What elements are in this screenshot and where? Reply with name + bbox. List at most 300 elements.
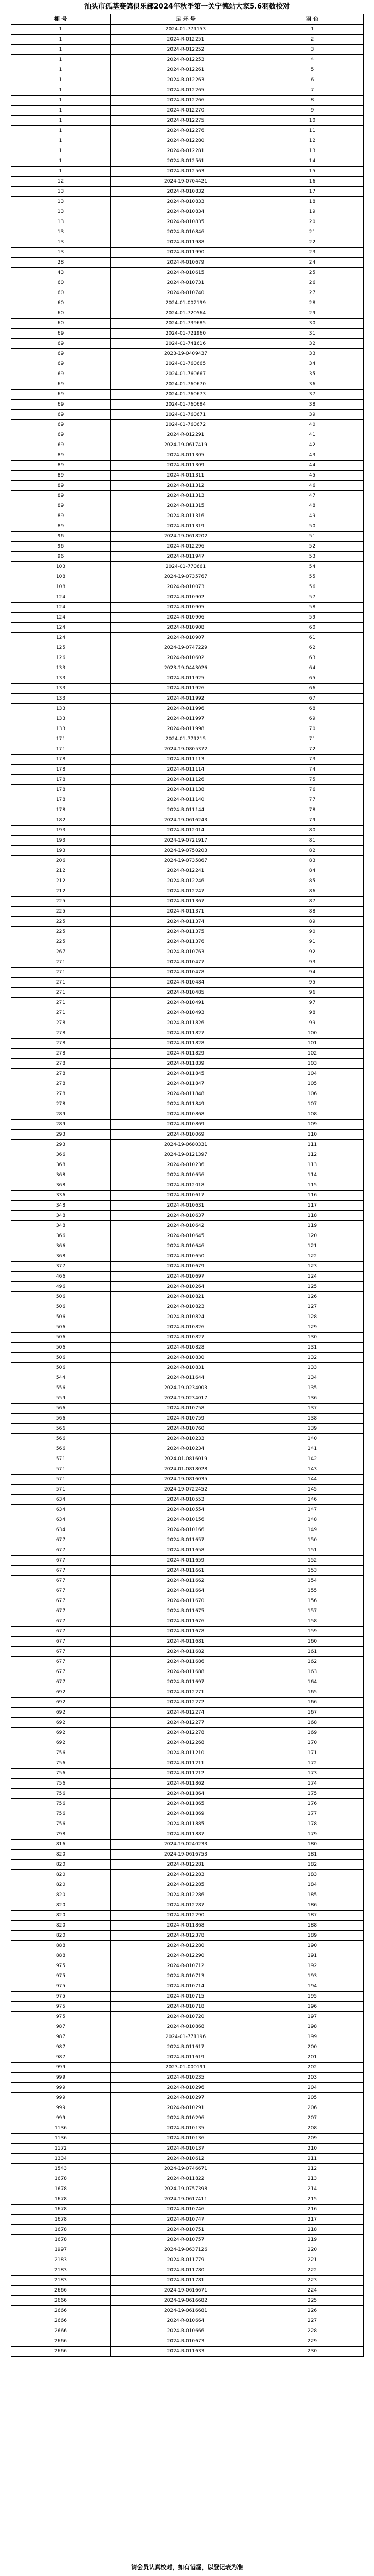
table-row bbox=[11, 1606, 364, 1616]
cell-loft-number: 571 bbox=[11, 1475, 111, 1485]
table-row bbox=[11, 1099, 364, 1109]
cell-plumage: 140 bbox=[261, 1434, 364, 1444]
cell-plumage: 175 bbox=[261, 1789, 364, 1799]
cell-ring-number: 2024-R-010553 bbox=[111, 1495, 261, 1505]
cell-loft-number: 133 bbox=[11, 724, 111, 734]
cell-ring-number: 2024-R-010740 bbox=[111, 288, 261, 298]
cell-ring-number: 2024-R-011925 bbox=[111, 673, 261, 684]
cell-ring-number: 2024-R-011865 bbox=[111, 1799, 261, 1809]
cell-ring-number: 2024-R-010166 bbox=[111, 1525, 261, 1535]
cell-plumage: 218 bbox=[261, 2225, 364, 2235]
table-row bbox=[11, 2205, 364, 2215]
cell-plumage: 176 bbox=[261, 1799, 364, 1809]
cell-plumage: 55 bbox=[261, 572, 364, 582]
cell-plumage: 230 bbox=[261, 2347, 364, 2357]
cell-plumage: 96 bbox=[261, 988, 364, 998]
table-row bbox=[11, 1333, 364, 1343]
cell-loft-number: 1 bbox=[11, 167, 111, 177]
cell-plumage: 97 bbox=[261, 998, 364, 1008]
cell-ring-number: 2024-19-0240233 bbox=[111, 1840, 261, 1850]
cell-ring-number: 2024-R-010746 bbox=[111, 2205, 261, 2215]
cell-ring-number: 2024-01-760673 bbox=[111, 390, 261, 400]
cell-loft-number: 89 bbox=[11, 521, 111, 532]
cell-ring-number: 2024-R-010712 bbox=[111, 1961, 261, 1971]
table-row bbox=[11, 1363, 364, 1373]
cell-loft-number: 108 bbox=[11, 582, 111, 592]
cell-loft-number: 634 bbox=[11, 1525, 111, 1535]
cell-plumage: 34 bbox=[261, 359, 364, 369]
cell-plumage: 183 bbox=[261, 1870, 364, 1880]
cell-plumage: 227 bbox=[261, 2316, 364, 2326]
cell-plumage: 82 bbox=[261, 846, 364, 856]
cell-loft-number: 60 bbox=[11, 278, 111, 288]
table-row bbox=[11, 2063, 364, 2073]
cell-ring-number: 2024-R-010834 bbox=[111, 207, 261, 217]
cell-ring-number: 2024-R-011661 bbox=[111, 1566, 261, 1576]
cell-plumage: 141 bbox=[261, 1444, 364, 1454]
cell-ring-number: 2024-R-012296 bbox=[111, 542, 261, 552]
cell-ring-number: 2024-R-012276 bbox=[111, 126, 261, 136]
table-row bbox=[11, 532, 364, 542]
cell-ring-number: 2024-19-0757398 bbox=[111, 2184, 261, 2194]
cell-loft-number: 271 bbox=[11, 957, 111, 968]
table-row bbox=[11, 1992, 364, 2002]
cell-ring-number: 2024-R-011211 bbox=[111, 1758, 261, 1769]
cell-ring-number: 2024-R-012247 bbox=[111, 886, 261, 897]
table-row bbox=[11, 2336, 364, 2347]
table-row bbox=[11, 2316, 364, 2326]
cell-loft-number: 975 bbox=[11, 1992, 111, 2002]
table-row bbox=[11, 1039, 364, 1049]
table-row bbox=[11, 613, 364, 623]
cell-loft-number: 89 bbox=[11, 511, 111, 521]
table-row bbox=[11, 207, 364, 217]
table-row bbox=[11, 1961, 364, 1971]
cell-ring-number: 2024-R-012268 bbox=[111, 1738, 261, 1748]
cell-loft-number: 171 bbox=[11, 744, 111, 755]
cell-loft-number: 692 bbox=[11, 1718, 111, 1728]
table-row bbox=[11, 643, 364, 653]
cell-loft-number: 677 bbox=[11, 1566, 111, 1576]
cell-plumage: 14 bbox=[261, 156, 364, 167]
cell-loft-number: 571 bbox=[11, 1454, 111, 1464]
cell-plumage: 195 bbox=[261, 1992, 364, 2002]
cell-loft-number: 1 bbox=[11, 136, 111, 146]
table-row bbox=[11, 187, 364, 197]
table-row bbox=[11, 369, 364, 379]
cell-loft-number: 999 bbox=[11, 2113, 111, 2123]
cell-ring-number: 2024-R-010757 bbox=[111, 2235, 261, 2245]
cell-plumage: 213 bbox=[261, 2174, 364, 2184]
cell-loft-number: 178 bbox=[11, 795, 111, 805]
cell-loft-number: 1678 bbox=[11, 2215, 111, 2225]
cell-plumage: 65 bbox=[261, 673, 364, 684]
cell-plumage: 53 bbox=[261, 552, 364, 562]
cell-plumage: 225 bbox=[261, 2296, 364, 2306]
table-row bbox=[11, 2306, 364, 2316]
cell-plumage: 145 bbox=[261, 1485, 364, 1495]
cell-ring-number: 2024-19-0735867 bbox=[111, 856, 261, 866]
cell-ring-number: 2024-R-010664 bbox=[111, 2316, 261, 2326]
table-row bbox=[11, 2194, 364, 2205]
table-row bbox=[11, 1698, 364, 1708]
cell-plumage: 173 bbox=[261, 1769, 364, 1779]
table-row bbox=[11, 339, 364, 349]
cell-ring-number: 2024-R-011997 bbox=[111, 714, 261, 724]
cell-ring-number: 2024-R-011662 bbox=[111, 1576, 261, 1586]
cell-loft-number: 336 bbox=[11, 1191, 111, 1201]
cell-ring-number: 2024-19-0816035 bbox=[111, 1475, 261, 1485]
table-row bbox=[11, 704, 364, 714]
table-row bbox=[11, 785, 364, 795]
table-row bbox=[11, 440, 364, 450]
cell-ring-number: 2024-R-011847 bbox=[111, 1079, 261, 1089]
cell-ring-number: 2024-R-011309 bbox=[111, 461, 261, 471]
table-row bbox=[11, 998, 364, 1008]
cell-loft-number: 1 bbox=[11, 126, 111, 136]
cell-loft-number: 133 bbox=[11, 694, 111, 704]
table-row bbox=[11, 65, 364, 75]
cell-loft-number: 506 bbox=[11, 1343, 111, 1353]
cell-plumage: 73 bbox=[261, 755, 364, 765]
table-row bbox=[11, 1981, 364, 1992]
cell-loft-number: 178 bbox=[11, 755, 111, 765]
cell-plumage: 108 bbox=[261, 1109, 364, 1120]
cell-plumage: 35 bbox=[261, 369, 364, 379]
table-row bbox=[11, 866, 364, 876]
cell-loft-number: 89 bbox=[11, 471, 111, 481]
cell-ring-number: 2024-R-012280 bbox=[111, 136, 261, 146]
cell-ring-number: 2024-19-0616243 bbox=[111, 815, 261, 826]
cell-ring-number: 2024-R-010137 bbox=[111, 2144, 261, 2154]
cell-ring-number: 2024-R-010637 bbox=[111, 1211, 261, 1221]
cell-loft-number: 1 bbox=[11, 65, 111, 75]
table-row bbox=[11, 319, 364, 329]
cell-ring-number: 2024-R-011926 bbox=[111, 684, 261, 694]
cell-plumage: 189 bbox=[261, 1931, 364, 1941]
table-row bbox=[11, 2215, 364, 2225]
table-row bbox=[11, 521, 364, 532]
cell-plumage: 147 bbox=[261, 1505, 364, 1515]
cell-loft-number: 820 bbox=[11, 1860, 111, 1870]
cell-loft-number: 756 bbox=[11, 1789, 111, 1799]
cell-ring-number: 2024-R-010617 bbox=[111, 1191, 261, 1201]
cell-plumage: 111 bbox=[261, 1140, 364, 1150]
cell-loft-number: 634 bbox=[11, 1495, 111, 1505]
cell-ring-number: 2024-R-011374 bbox=[111, 917, 261, 927]
cell-ring-number: 2024-R-010602 bbox=[111, 653, 261, 663]
cell-loft-number: 171 bbox=[11, 734, 111, 744]
cell-loft-number: 69 bbox=[11, 339, 111, 349]
cell-loft-number: 816 bbox=[11, 1840, 111, 1850]
cell-loft-number: 13 bbox=[11, 217, 111, 227]
table-row bbox=[11, 126, 364, 136]
table-row bbox=[11, 2347, 364, 2357]
cell-plumage: 162 bbox=[261, 1657, 364, 1667]
table-row bbox=[11, 227, 364, 237]
cell-plumage: 202 bbox=[261, 2063, 364, 2073]
cell-loft-number: 999 bbox=[11, 2103, 111, 2113]
cell-plumage: 19 bbox=[261, 207, 364, 217]
table-row bbox=[11, 1404, 364, 1414]
cell-loft-number: 178 bbox=[11, 805, 111, 815]
table-row bbox=[11, 1089, 364, 1099]
cell-ring-number: 2024-R-012378 bbox=[111, 1931, 261, 1941]
cell-loft-number: 820 bbox=[11, 1911, 111, 1921]
cell-ring-number: 2024-R-012018 bbox=[111, 1180, 261, 1191]
table-row bbox=[11, 907, 364, 917]
cell-plumage: 129 bbox=[261, 1322, 364, 1333]
cell-ring-number: 2024-01-760670 bbox=[111, 379, 261, 390]
cell-plumage: 124 bbox=[261, 1272, 364, 1282]
cell-plumage: 57 bbox=[261, 592, 364, 603]
cell-ring-number: 2024-R-011658 bbox=[111, 1545, 261, 1556]
cell-loft-number: 206 bbox=[11, 856, 111, 866]
cell-loft-number: 89 bbox=[11, 501, 111, 511]
cell-ring-number: 2024-R-010135 bbox=[111, 2123, 261, 2134]
cell-ring-number: 2024-R-010554 bbox=[111, 1505, 261, 1515]
cell-plumage: 85 bbox=[261, 876, 364, 886]
table-row bbox=[11, 1454, 364, 1464]
cell-loft-number: 999 bbox=[11, 2083, 111, 2093]
cell-ring-number: 2024-R-011779 bbox=[111, 2255, 261, 2265]
cell-loft-number: 677 bbox=[11, 1606, 111, 1616]
table-row bbox=[11, 1221, 364, 1231]
table-row bbox=[11, 420, 364, 430]
cell-ring-number: 2024-R-011126 bbox=[111, 775, 261, 785]
cell-ring-number: 2024-R-011887 bbox=[111, 1829, 261, 1840]
cell-plumage: 133 bbox=[261, 1363, 364, 1373]
table-row bbox=[11, 1941, 364, 1951]
cell-ring-number: 2024-R-011633 bbox=[111, 2347, 261, 2357]
cell-loft-number: 2666 bbox=[11, 2336, 111, 2347]
cell-plumage: 186 bbox=[261, 1900, 364, 1911]
table-row bbox=[11, 501, 364, 511]
cell-loft-number: 544 bbox=[11, 1373, 111, 1383]
cell-loft-number: 1 bbox=[11, 35, 111, 45]
table-row bbox=[11, 1880, 364, 1890]
table-row bbox=[11, 1241, 364, 1251]
cell-ring-number: 2024-R-012277 bbox=[111, 1718, 261, 1728]
cell-loft-number: 1678 bbox=[11, 2235, 111, 2245]
cell-loft-number: 289 bbox=[11, 1120, 111, 1130]
cell-plumage: 112 bbox=[261, 1150, 364, 1160]
header-ring-number: 足 环 号 bbox=[111, 14, 261, 25]
cell-ring-number: 2024-R-012272 bbox=[111, 1698, 261, 1708]
table-row bbox=[11, 410, 364, 420]
cell-plumage: 210 bbox=[261, 2144, 364, 2154]
cell-ring-number: 2024-R-012261 bbox=[111, 65, 261, 75]
cell-plumage: 71 bbox=[261, 734, 364, 744]
table-row bbox=[11, 1170, 364, 1180]
table-row bbox=[11, 288, 364, 298]
cell-loft-number: 60 bbox=[11, 308, 111, 319]
cell-plumage: 58 bbox=[261, 603, 364, 613]
cell-plumage: 171 bbox=[261, 1748, 364, 1758]
table-row bbox=[11, 684, 364, 694]
cell-loft-number: 278 bbox=[11, 1059, 111, 1069]
cell-plumage: 11 bbox=[261, 126, 364, 136]
cell-plumage: 149 bbox=[261, 1525, 364, 1535]
cell-loft-number: 278 bbox=[11, 1069, 111, 1079]
cell-plumage: 33 bbox=[261, 349, 364, 359]
table-row bbox=[11, 1647, 364, 1657]
cell-loft-number: 566 bbox=[11, 1404, 111, 1414]
cell-ring-number: 2024-01-760667 bbox=[111, 369, 261, 379]
cell-ring-number: 2024-R-011848 bbox=[111, 1089, 261, 1099]
cell-loft-number: 69 bbox=[11, 329, 111, 339]
cell-ring-number: 2024-R-011144 bbox=[111, 805, 261, 815]
cell-ring-number: 2024-R-011827 bbox=[111, 1028, 261, 1039]
cell-plumage: 166 bbox=[261, 1698, 364, 1708]
table-body bbox=[11, 25, 364, 2357]
cell-loft-number: 366 bbox=[11, 1241, 111, 1251]
cell-loft-number: 193 bbox=[11, 826, 111, 836]
cell-loft-number: 271 bbox=[11, 1008, 111, 1018]
cell-loft-number: 348 bbox=[11, 1201, 111, 1211]
table-row bbox=[11, 2052, 364, 2063]
cell-plumage: 1 bbox=[261, 25, 364, 35]
cell-plumage: 59 bbox=[261, 613, 364, 623]
cell-plumage: 78 bbox=[261, 805, 364, 815]
cell-loft-number: 13 bbox=[11, 207, 111, 217]
cell-loft-number: 496 bbox=[11, 1282, 111, 1292]
cell-ring-number: 2024-R-010612 bbox=[111, 2154, 261, 2164]
cell-loft-number: 888 bbox=[11, 1941, 111, 1951]
table-row bbox=[11, 1769, 364, 1779]
cell-ring-number: 2024-19-0618202 bbox=[111, 532, 261, 542]
cell-plumage: 229 bbox=[261, 2336, 364, 2347]
table-row bbox=[11, 1150, 364, 1160]
cell-plumage: 88 bbox=[261, 907, 364, 917]
cell-loft-number: 506 bbox=[11, 1353, 111, 1363]
table-row bbox=[11, 298, 364, 308]
cell-ring-number: 2024-19-0616682 bbox=[111, 2296, 261, 2306]
cell-ring-number: 2024-01-771153 bbox=[111, 25, 261, 35]
cell-ring-number: 2024-R-012266 bbox=[111, 96, 261, 106]
cell-loft-number: 12 bbox=[11, 177, 111, 187]
cell-ring-number: 2024-R-012278 bbox=[111, 1728, 261, 1738]
table-row bbox=[11, 258, 364, 268]
cell-ring-number: 2024-01-739685 bbox=[111, 319, 261, 329]
cell-loft-number: 987 bbox=[11, 2042, 111, 2052]
cell-loft-number: 566 bbox=[11, 1434, 111, 1444]
cell-plumage: 117 bbox=[261, 1201, 364, 1211]
table-row bbox=[11, 1160, 364, 1170]
cell-ring-number: 2024-R-010477 bbox=[111, 957, 261, 968]
cell-loft-number: 1 bbox=[11, 55, 111, 65]
cell-loft-number: 1 bbox=[11, 96, 111, 106]
table-row bbox=[11, 2123, 364, 2134]
cell-plumage: 46 bbox=[261, 481, 364, 491]
cell-plumage: 161 bbox=[261, 1647, 364, 1657]
cell-loft-number: 1 bbox=[11, 75, 111, 85]
cell-loft-number: 798 bbox=[11, 1829, 111, 1840]
cell-loft-number: 975 bbox=[11, 1971, 111, 1981]
cell-loft-number: 69 bbox=[11, 390, 111, 400]
cell-ring-number: 2023-19-0443026 bbox=[111, 663, 261, 673]
cell-ring-number: 2024-01-720564 bbox=[111, 308, 261, 319]
cell-loft-number: 13 bbox=[11, 187, 111, 197]
cell-plumage: 90 bbox=[261, 927, 364, 937]
table-row bbox=[11, 1109, 364, 1120]
cell-ring-number: 2024-R-011367 bbox=[111, 897, 261, 907]
cell-ring-number: 2024-R-011826 bbox=[111, 1018, 261, 1028]
cell-ring-number: 2024-R-010615 bbox=[111, 268, 261, 278]
table-row bbox=[11, 1120, 364, 1130]
cell-plumage: 201 bbox=[261, 2052, 364, 2063]
cell-ring-number: 2024-R-011781 bbox=[111, 2276, 261, 2286]
cell-loft-number: 278 bbox=[11, 1049, 111, 1059]
cell-ring-number: 2024-01-0816019 bbox=[111, 1454, 261, 1464]
cell-ring-number: 2024-01-770661 bbox=[111, 562, 261, 572]
cell-ring-number: 2024-R-010631 bbox=[111, 1201, 261, 1211]
cell-plumage: 214 bbox=[261, 2184, 364, 2194]
cell-ring-number: 2024-R-011864 bbox=[111, 1789, 261, 1799]
cell-plumage: 13 bbox=[261, 146, 364, 156]
cell-plumage: 222 bbox=[261, 2265, 364, 2276]
cell-ring-number: 2024-R-010720 bbox=[111, 2012, 261, 2022]
cell-plumage: 26 bbox=[261, 278, 364, 288]
table-row bbox=[11, 1424, 364, 1434]
cell-ring-number: 2024-19-0637126 bbox=[111, 2245, 261, 2255]
cell-loft-number: 1334 bbox=[11, 2154, 111, 2164]
cell-loft-number: 13 bbox=[11, 227, 111, 237]
cell-ring-number: 2024-R-010666 bbox=[111, 2326, 261, 2336]
table-row bbox=[11, 1495, 364, 1505]
cell-ring-number: 2024-R-011114 bbox=[111, 765, 261, 775]
cell-ring-number: 2024-R-010235 bbox=[111, 2073, 261, 2083]
cell-plumage: 219 bbox=[261, 2235, 364, 2245]
cell-ring-number: 2024-R-010763 bbox=[111, 947, 261, 957]
table-row bbox=[11, 1201, 364, 1211]
cell-loft-number: 69 bbox=[11, 349, 111, 359]
table-row bbox=[11, 379, 364, 390]
cell-loft-number: 1678 bbox=[11, 2205, 111, 2215]
cell-ring-number: 2024-R-012252 bbox=[111, 45, 261, 55]
cell-ring-number: 2024-R-011947 bbox=[111, 552, 261, 562]
cell-ring-number: 2024-R-010902 bbox=[111, 592, 261, 603]
cell-loft-number: 178 bbox=[11, 775, 111, 785]
cell-loft-number: 1 bbox=[11, 146, 111, 156]
table-row bbox=[11, 278, 364, 288]
cell-loft-number: 28 bbox=[11, 258, 111, 268]
cell-plumage: 223 bbox=[261, 2276, 364, 2286]
cell-plumage: 128 bbox=[261, 1312, 364, 1322]
table-row bbox=[11, 765, 364, 775]
cell-loft-number: 987 bbox=[11, 2032, 111, 2042]
cell-ring-number: 2024-R-012291 bbox=[111, 430, 261, 440]
table-row bbox=[11, 2042, 364, 2052]
cell-plumage: 212 bbox=[261, 2164, 364, 2174]
cell-ring-number: 2024-R-011828 bbox=[111, 1039, 261, 1049]
cell-ring-number: 2024-R-010493 bbox=[111, 1008, 261, 1018]
cell-plumage: 135 bbox=[261, 1383, 364, 1393]
cell-plumage: 208 bbox=[261, 2123, 364, 2134]
table-row bbox=[11, 1018, 364, 1028]
cell-loft-number: 506 bbox=[11, 1363, 111, 1373]
cell-loft-number: 271 bbox=[11, 988, 111, 998]
cell-ring-number: 2024-R-010485 bbox=[111, 988, 261, 998]
cell-ring-number: 2024-R-012274 bbox=[111, 1708, 261, 1718]
cell-loft-number: 1 bbox=[11, 85, 111, 96]
cell-ring-number: 2024-R-010828 bbox=[111, 1343, 261, 1353]
cell-loft-number: 566 bbox=[11, 1414, 111, 1424]
cell-plumage: 89 bbox=[261, 917, 364, 927]
table-row bbox=[11, 1687, 364, 1698]
cell-ring-number: 2024-R-010747 bbox=[111, 2215, 261, 2225]
cell-ring-number: 2024-R-010906 bbox=[111, 613, 261, 623]
